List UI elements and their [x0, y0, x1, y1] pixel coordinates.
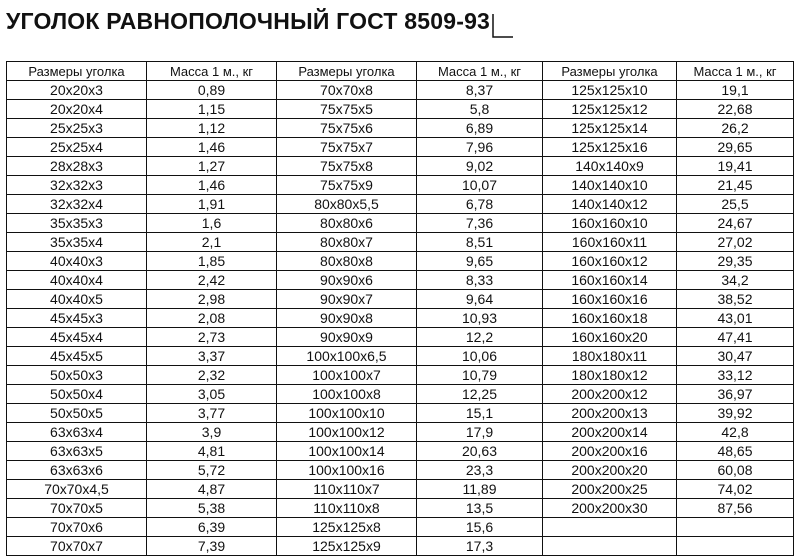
cell-size-2: 80x80x5,5	[277, 195, 417, 214]
cell-size-3: 140x140x9	[543, 157, 677, 176]
cell-size-1: 20x20x3	[7, 81, 147, 100]
table-row	[7, 252, 794, 271]
cell-mass-1: 6,39	[147, 518, 277, 537]
angle-profile-icon	[492, 14, 514, 38]
table-row	[7, 233, 794, 252]
cell-size-3: 160x160x12	[543, 252, 677, 271]
cell-size-1: 70x70x7	[7, 537, 147, 556]
table-row	[7, 100, 794, 119]
cell-size-1: 45x45x4	[7, 328, 147, 347]
cell-mass-1: 2,42	[147, 271, 277, 290]
cell-mass-1: 1,15	[147, 100, 277, 119]
page-title: УГОЛОК РАВНОПОЛОЧНЫЙ ГОСТ 8509-93	[6, 8, 491, 34]
cell-size-1: 50x50x5	[7, 404, 147, 423]
cell-size-3: 140x140x12	[543, 195, 677, 214]
cell-mass-3	[677, 518, 794, 537]
table-row	[7, 366, 794, 385]
cell-size-1: 28x28x3	[7, 157, 147, 176]
header	[6, 6, 794, 46]
cell-mass-2: 17,9	[417, 423, 543, 442]
cell-size-3: 160x160x14	[543, 271, 677, 290]
cell-size-2: 80x80x7	[277, 233, 417, 252]
header-size-3: Размеры уголка	[543, 62, 677, 81]
header-mass-1: Масса 1 м., кг	[147, 62, 277, 81]
cell-mass-3: 74,02	[677, 480, 794, 499]
cell-mass-1: 1,46	[147, 138, 277, 157]
cell-size-1: 63x63x5	[7, 442, 147, 461]
cell-mass-3: 30,47	[677, 347, 794, 366]
cell-mass-2: 15,1	[417, 404, 543, 423]
cell-size-1: 70x70x5	[7, 499, 147, 518]
table-row	[7, 385, 794, 404]
cell-mass-1: 1,12	[147, 119, 277, 138]
cell-mass-3: 29,65	[677, 138, 794, 157]
cell-size-1: 25x25x4	[7, 138, 147, 157]
cell-mass-3: 38,52	[677, 290, 794, 309]
cell-mass-3: 47,41	[677, 328, 794, 347]
cell-mass-2: 12,25	[417, 385, 543, 404]
cell-mass-1: 1,27	[147, 157, 277, 176]
cell-mass-2: 9,02	[417, 157, 543, 176]
cell-size-2: 90x90x9	[277, 328, 417, 347]
cell-size-2: 75x75x9	[277, 176, 417, 195]
cell-mass-3: 21,45	[677, 176, 794, 195]
cell-size-1: 35x35x4	[7, 233, 147, 252]
cell-mass-1: 3,05	[147, 385, 277, 404]
cell-mass-1: 3,77	[147, 404, 277, 423]
cell-mass-3: 33,12	[677, 366, 794, 385]
cell-size-1: 45x45x5	[7, 347, 147, 366]
cell-mass-3: 42,8	[677, 423, 794, 442]
cell-mass-3: 27,02	[677, 233, 794, 252]
cell-size-3: 160x160x18	[543, 309, 677, 328]
cell-mass-1: 1,85	[147, 252, 277, 271]
cell-mass-2: 7,36	[417, 214, 543, 233]
cell-size-1: 32x32x3	[7, 176, 147, 195]
cell-size-2: 100x100x14	[277, 442, 417, 461]
table-row	[7, 271, 794, 290]
cell-size-1: 40x40x3	[7, 252, 147, 271]
table-row	[7, 157, 794, 176]
table-row	[7, 81, 794, 100]
cell-size-3: 140x140x10	[543, 176, 677, 195]
table-row	[7, 537, 794, 556]
cell-size-2: 110x110x8	[277, 499, 417, 518]
cell-mass-3: 48,65	[677, 442, 794, 461]
cell-mass-1: 3,9	[147, 423, 277, 442]
cell-mass-2: 10,06	[417, 347, 543, 366]
header-mass-3: Масса 1 м., кг	[677, 62, 794, 81]
cell-size-2: 75x75x8	[277, 157, 417, 176]
cell-mass-2: 10,79	[417, 366, 543, 385]
cell-size-2: 100x100x10	[277, 404, 417, 423]
cell-size-3: 125x125x10	[543, 81, 677, 100]
cell-size-3: 125x125x16	[543, 138, 677, 157]
cell-mass-2: 12,2	[417, 328, 543, 347]
table-body	[7, 81, 794, 556]
cell-mass-1: 5,38	[147, 499, 277, 518]
table-row	[7, 480, 794, 499]
cell-mass-1: 2,73	[147, 328, 277, 347]
cell-size-1: 70x70x6	[7, 518, 147, 537]
header-size-1: Размеры уголка	[7, 62, 147, 81]
cell-mass-2: 6,78	[417, 195, 543, 214]
cell-mass-1: 1,46	[147, 176, 277, 195]
cell-size-2: 90x90x7	[277, 290, 417, 309]
cell-size-1: 32x32x4	[7, 195, 147, 214]
table-row	[7, 119, 794, 138]
cell-size-1: 50x50x3	[7, 366, 147, 385]
cell-mass-1: 1,6	[147, 214, 277, 233]
cell-size-1: 40x40x5	[7, 290, 147, 309]
cell-mass-2: 6,89	[417, 119, 543, 138]
cell-size-3: 160x160x10	[543, 214, 677, 233]
cell-size-2: 75x75x7	[277, 138, 417, 157]
cell-mass-1: 2,1	[147, 233, 277, 252]
cell-size-1: 63x63x4	[7, 423, 147, 442]
cell-mass-1: 4,87	[147, 480, 277, 499]
table-row	[7, 404, 794, 423]
cell-size-2: 100x100x6,5	[277, 347, 417, 366]
cell-mass-2: 8,37	[417, 81, 543, 100]
cell-size-2: 80x80x8	[277, 252, 417, 271]
cell-mass-3	[677, 537, 794, 556]
cell-size-1: 20x20x4	[7, 100, 147, 119]
cell-mass-1: 2,32	[147, 366, 277, 385]
cell-mass-2: 11,89	[417, 480, 543, 499]
cell-size-2: 100x100x16	[277, 461, 417, 480]
cell-size-3: 125x125x12	[543, 100, 677, 119]
cell-mass-2: 13,5	[417, 499, 543, 518]
cell-mass-2: 8,51	[417, 233, 543, 252]
table-row	[7, 214, 794, 233]
header-mass-2: Масса 1 м., кг	[417, 62, 543, 81]
cell-size-3: 180x180x12	[543, 366, 677, 385]
cell-size-1: 70x70x4,5	[7, 480, 147, 499]
cell-mass-3: 39,92	[677, 404, 794, 423]
cell-mass-3: 26,2	[677, 119, 794, 138]
table-row	[7, 195, 794, 214]
cell-size-3: 160x160x20	[543, 328, 677, 347]
cell-size-3: 160x160x16	[543, 290, 677, 309]
cell-mass-3: 19,1	[677, 81, 794, 100]
table-header	[7, 62, 794, 81]
table-row	[7, 518, 794, 537]
cell-size-2: 100x100x7	[277, 366, 417, 385]
cell-size-3: 200x200x14	[543, 423, 677, 442]
cell-mass-3: 60,08	[677, 461, 794, 480]
cell-mass-3: 19,41	[677, 157, 794, 176]
cell-mass-2: 15,6	[417, 518, 543, 537]
cell-mass-2: 8,33	[417, 271, 543, 290]
cell-size-3: 200x200x16	[543, 442, 677, 461]
cell-mass-3: 87,56	[677, 499, 794, 518]
cell-size-1: 40x40x4	[7, 271, 147, 290]
cell-mass-1: 4,81	[147, 442, 277, 461]
cell-size-1: 25x25x3	[7, 119, 147, 138]
cell-size-2: 100x100x8	[277, 385, 417, 404]
table-row	[7, 423, 794, 442]
cell-size-2: 75x75x5	[277, 100, 417, 119]
angle-mass-table	[6, 61, 794, 556]
cell-size-2: 125x125x8	[277, 518, 417, 537]
cell-mass-3: 22,68	[677, 100, 794, 119]
cell-mass-1: 2,08	[147, 309, 277, 328]
table-row	[7, 499, 794, 518]
cell-mass-3: 43,01	[677, 309, 794, 328]
cell-size-3: 125x125x14	[543, 119, 677, 138]
table-row	[7, 309, 794, 328]
cell-mass-2: 7,96	[417, 138, 543, 157]
cell-size-2: 80x80x6	[277, 214, 417, 233]
cell-size-2: 90x90x8	[277, 309, 417, 328]
cell-mass-1: 1,91	[147, 195, 277, 214]
cell-size-3: 200x200x25	[543, 480, 677, 499]
cell-mass-2: 5,8	[417, 100, 543, 119]
cell-size-1: 35x35x3	[7, 214, 147, 233]
cell-size-1: 63x63x6	[7, 461, 147, 480]
table-row	[7, 138, 794, 157]
cell-mass-3: 36,97	[677, 385, 794, 404]
cell-mass-2: 9,64	[417, 290, 543, 309]
cell-mass-3: 24,67	[677, 214, 794, 233]
cell-mass-2: 9,65	[417, 252, 543, 271]
table-row	[7, 461, 794, 480]
table-row	[7, 328, 794, 347]
cell-mass-1: 3,37	[147, 347, 277, 366]
cell-mass-2: 20,63	[417, 442, 543, 461]
cell-size-3: 160x160x11	[543, 233, 677, 252]
cell-size-2: 125x125x9	[277, 537, 417, 556]
cell-size-3	[543, 537, 677, 556]
cell-size-2: 100x100x12	[277, 423, 417, 442]
cell-size-1: 45x45x3	[7, 309, 147, 328]
cell-size-3: 200x200x13	[543, 404, 677, 423]
cell-size-3: 200x200x12	[543, 385, 677, 404]
table-row	[7, 347, 794, 366]
cell-size-3: 200x200x20	[543, 461, 677, 480]
cell-mass-1: 2,98	[147, 290, 277, 309]
cell-mass-1: 7,39	[147, 537, 277, 556]
table-row	[7, 176, 794, 195]
cell-mass-2: 10,07	[417, 176, 543, 195]
cell-mass-2: 23,3	[417, 461, 543, 480]
header-size-2: Размеры уголка	[277, 62, 417, 81]
cell-size-2: 110x110x7	[277, 480, 417, 499]
cell-mass-3: 29,35	[677, 252, 794, 271]
cell-size-2: 90x90x6	[277, 271, 417, 290]
cell-mass-3: 25,5	[677, 195, 794, 214]
cell-size-3: 180x180x11	[543, 347, 677, 366]
cell-mass-2: 17,3	[417, 537, 543, 556]
table-row	[7, 442, 794, 461]
table-row	[7, 290, 794, 309]
cell-size-3	[543, 518, 677, 537]
cell-size-1: 50x50x4	[7, 385, 147, 404]
cell-mass-2: 10,93	[417, 309, 543, 328]
cell-size-2: 75x75x6	[277, 119, 417, 138]
header-row	[7, 62, 794, 81]
cell-size-2: 70x70x8	[277, 81, 417, 100]
cell-mass-1: 0,89	[147, 81, 277, 100]
cell-mass-3: 34,2	[677, 271, 794, 290]
cell-size-3: 200x200x30	[543, 499, 677, 518]
cell-mass-1: 5,72	[147, 461, 277, 480]
